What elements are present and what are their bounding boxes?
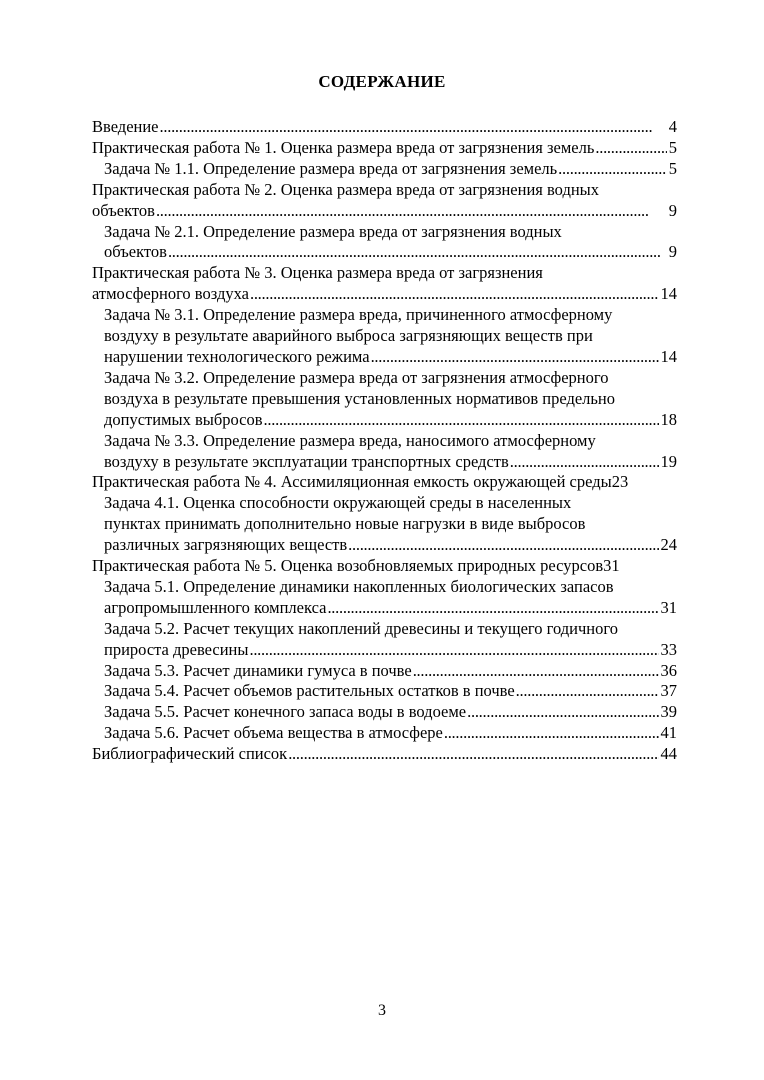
toc-entry-title: различных загрязняющих веществ	[104, 535, 348, 555]
dot-leader	[249, 640, 658, 661]
toc-page-number: 14	[660, 346, 677, 366]
toc-page-number: 36	[660, 660, 677, 680]
toc-page-number: 14	[660, 284, 677, 304]
toc-entry-last-line	[92, 201, 677, 222]
toc-page-number: 4	[668, 117, 677, 136]
toc-page-number: 5	[668, 158, 677, 178]
toc-entry-last-line	[92, 556, 677, 577]
toc-entry-last-line	[92, 284, 677, 305]
toc-entry-line: Практическая работа № 3. Оценка размера вреда от загрязнения	[92, 263, 543, 283]
toc-page-number: 24	[660, 535, 677, 555]
page-number: 3	[378, 1002, 386, 1019]
dot-leader	[595, 138, 666, 159]
toc-entry-title: воздуху в результате эксплуатации транспортных средств	[104, 451, 509, 471]
toc-entry-last-line	[104, 159, 677, 180]
toc-entry-title: агропромышленного комплекса	[104, 597, 327, 617]
toc-page-number: 39	[660, 702, 677, 722]
toc-entry-title: объектов	[92, 200, 155, 220]
toc-page-number: 41	[660, 723, 677, 743]
toc-entry-last-line	[104, 535, 677, 556]
toc-entry[interactable]	[92, 159, 677, 180]
toc-entry-last-line	[92, 472, 677, 493]
toc-entry-last-line	[104, 452, 677, 473]
toc-entry-last-line	[104, 702, 677, 723]
dot-leader	[288, 744, 658, 765]
dot-leader	[444, 723, 659, 744]
toc-entry[interactable]	[92, 368, 677, 431]
toc-entry-title: атмосферного воздуха	[92, 284, 249, 304]
dot-leader	[516, 681, 659, 702]
dot-leader	[413, 661, 659, 682]
toc-entry-last-line	[104, 681, 677, 702]
toc-entry[interactable]	[92, 138, 677, 159]
toc-entry-title: Задача № 1.1. Определение размера вреда от загрязнения земель	[104, 158, 558, 178]
dot-leader	[348, 535, 658, 556]
toc-entry-line: Задача № 3.3. Определение размера вреда, наносимого атмосферному	[104, 430, 596, 450]
toc-entry[interactable]	[92, 661, 677, 682]
toc-entry[interactable]	[92, 431, 677, 473]
toc-entry[interactable]	[92, 681, 677, 702]
toc-page-number: 37	[660, 681, 677, 701]
dot-leader	[558, 159, 667, 180]
toc-page-number: 31	[603, 556, 620, 576]
toc-entry-line: Практическая работа № 2. Оценка размера вреда от загрязнения водных	[92, 179, 600, 199]
toc-page-number: 33	[660, 639, 677, 659]
dot-leader	[250, 284, 659, 305]
toc-entry-title: Задача 5.5. Расчет конечного запаса воды в водоеме	[104, 702, 467, 722]
toc-entry[interactable]	[92, 723, 677, 744]
toc-page-number: 9	[668, 200, 677, 220]
toc-entry-last-line	[92, 117, 677, 138]
dot-leader	[510, 452, 659, 473]
toc-entry-line: пунктах принимать дополнительно новые нагрузки в виде выбросов	[104, 514, 586, 534]
toc-entry-line: Задача № 2.1. Определение размера вреда от загрязнения водных	[104, 221, 562, 241]
toc-page-number: 18	[660, 409, 677, 429]
toc-entry[interactable]	[92, 263, 677, 305]
toc-entry[interactable]	[92, 493, 677, 556]
toc-entry-title: объектов	[104, 242, 167, 262]
toc-page-number: 44	[660, 744, 677, 764]
toc-entry-line: Задача 4.1. Оценка способности окружающей среды в населенных	[104, 493, 572, 513]
toc-entry-title: Задача 5.3. Расчет динамики гумуса в почве	[104, 660, 412, 680]
toc-entry-line: Задача 5.2. Расчет текущих накоплений древесины и текущего годичного	[104, 618, 618, 638]
toc-page-number: 31	[660, 597, 677, 617]
toc-page-number: 9	[668, 242, 677, 262]
toc-entry-title: нарушении технологического режима	[104, 346, 370, 366]
toc-entry-last-line	[104, 598, 677, 619]
toc-entry[interactable]	[92, 180, 677, 222]
toc-entry-title: Библиографический список	[92, 744, 288, 764]
toc-page-number: 23	[611, 472, 629, 492]
toc-entry-line: Задача 5.1. Определение динамики накопленных биологических запасов	[104, 576, 614, 596]
dot-leader	[467, 702, 658, 723]
toc-entry-title: Практическая работа № 4. Ассимиляционная емкость окружающей среды	[92, 472, 612, 492]
toc-entry-last-line	[104, 640, 677, 661]
toc-page-number: 5	[668, 137, 677, 157]
toc-entry-title: Задача 5.6. Расчет объема вещества в атмосфере	[104, 723, 443, 743]
toc-entry[interactable]	[92, 472, 677, 493]
toc-entry[interactable]	[92, 702, 677, 723]
dot-leader	[327, 598, 658, 619]
toc-entry-last-line	[92, 744, 677, 765]
toc-entry-line: Задача № 3.1. Определение размера вреда, причиненного атмосферному	[104, 305, 613, 325]
dot-leader	[264, 410, 659, 431]
toc-entry[interactable]	[92, 556, 677, 577]
toc-entry[interactable]	[92, 744, 677, 765]
dot-leader	[371, 347, 659, 368]
toc-entry-last-line	[92, 138, 677, 159]
toc-entry-title: Практическая работа № 5. Оценка возобновляемых природных ресурсов	[92, 556, 604, 576]
toc-entry[interactable]	[92, 117, 677, 138]
toc-entry[interactable]	[92, 619, 677, 661]
dot-leader	[168, 242, 667, 263]
dot-leader	[160, 117, 667, 138]
dot-leader	[156, 201, 667, 222]
toc-entry-title: прироста древесины	[104, 639, 249, 659]
toc-entry-last-line	[104, 410, 677, 431]
toc-page-number: 19	[660, 451, 677, 471]
toc-entry[interactable]	[92, 305, 677, 368]
toc-entry-line: воздуху в результате аварийного выброса загрязняющих веществ при	[104, 326, 593, 346]
toc-entry-title: Задача 5.4. Расчет объемов растительных остатков в почве	[104, 681, 515, 701]
toc-entry-title: допустимых выбросов	[104, 409, 263, 429]
toc-entry-line: Задача № 3.2. Определение размера вреда от загрязнения атмосферного	[104, 367, 609, 387]
toc-entry[interactable]	[92, 577, 677, 619]
toc-entry-last-line	[104, 347, 677, 368]
toc-entry-line: воздуха в результате превышения установленных нормативов предельно	[104, 388, 616, 408]
toc-entry-title: Практическая работа № 1. Оценка размера вреда от загрязнения земель	[92, 137, 595, 157]
toc-entry-last-line	[104, 723, 677, 744]
toc-entry[interactable]	[92, 222, 677, 264]
table-of-contents	[92, 117, 677, 765]
toc-entry-last-line	[104, 242, 677, 263]
toc-entry-last-line	[104, 661, 677, 682]
toc-entry-title: Введение	[92, 117, 159, 136]
toc-title: СОДЕРЖАНИЕ	[318, 72, 446, 91]
